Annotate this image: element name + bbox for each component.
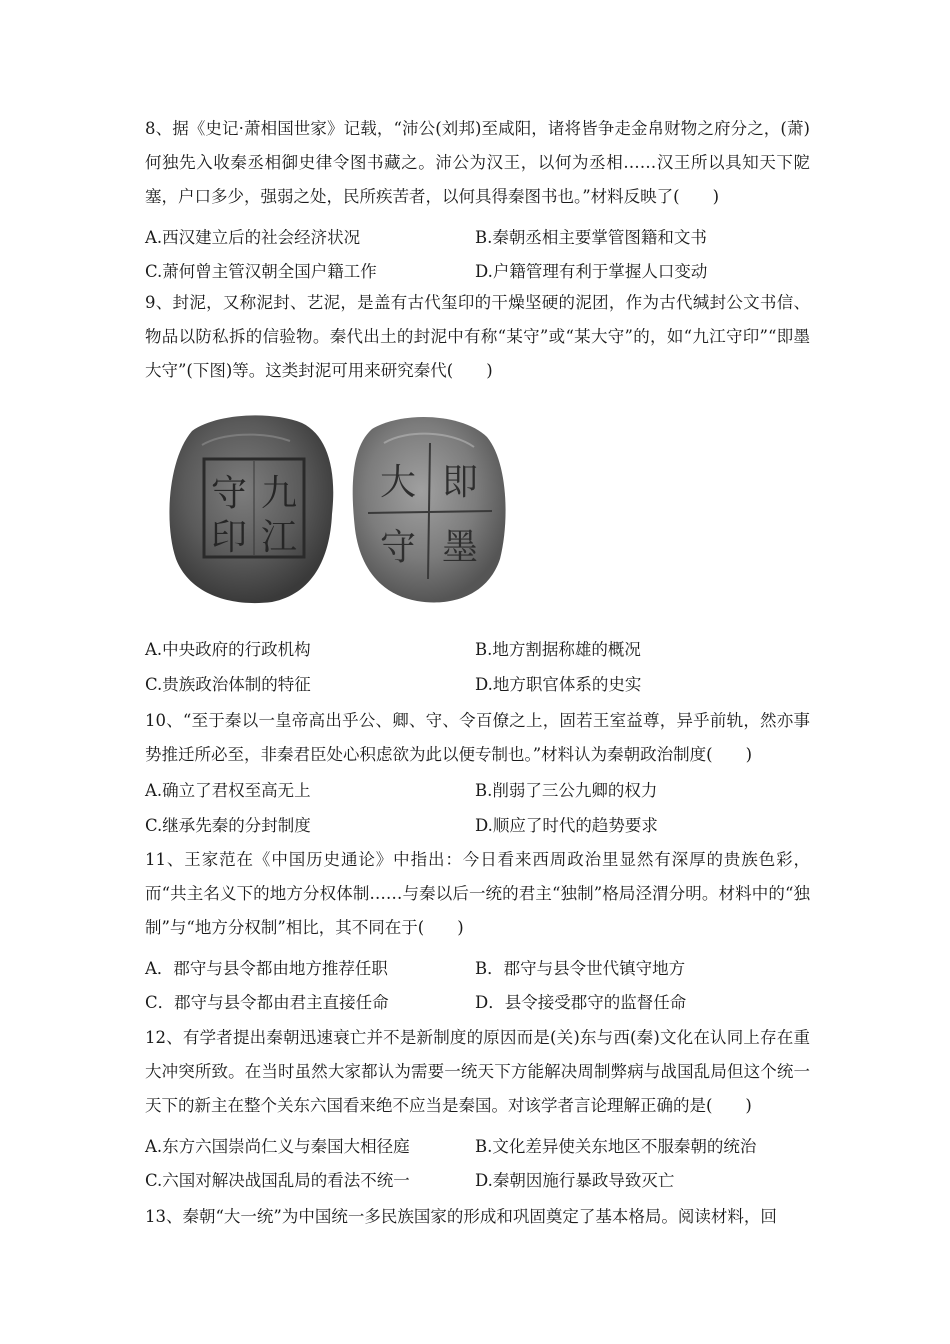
seal-left-char-4: 印	[210, 517, 248, 558]
seal-right-char-3: 大	[379, 462, 417, 503]
question-12-stem: 12、有学者提出秦朝迅速衰亡并不是新制度的原因而是(关)东与西(秦)文化在认同上存在重大冲突所致。在当时虽然大家都认为需要一统天下方能解决周制弊病与战国乱局但这个统一天下的新主在整个关东六国看来绝不应当是秦国。对该学者言论理解正确的是( )	[145, 1028, 810, 1115]
question-12-option-c: C.六国对解决战国乱局的看法不统一	[145, 1171, 410, 1190]
question-9-option-b: B.地方割据称雄的概况	[475, 640, 641, 659]
question-8-option-b: B.秦朝丞相主要掌管图籍和文书	[475, 228, 707, 247]
seal-left-char-3: 守	[210, 473, 248, 514]
question-11-option-a: A．郡守与县令都由地方推荐任职	[145, 959, 388, 978]
question-10-option-b: B.削弱了三公九卿的权力	[475, 781, 658, 800]
seal-left-jiujiang	[169, 415, 333, 603]
question-9-option-c: C.贵族政治体制的特征	[145, 675, 311, 694]
seal-left-char-1: 九	[260, 473, 298, 514]
clay-seal-photo	[162, 409, 512, 609]
question-11-option-b: B．郡守与县令世代镇守地方	[475, 959, 686, 978]
seal-right-jimo	[353, 417, 506, 602]
seal-right-char-4: 守	[379, 527, 417, 568]
question-8-option-d: D.户籍管理有利于掌握人口变动	[475, 262, 708, 281]
question-11-option-d: D．县令接受郡守的监督任命	[475, 993, 687, 1012]
seal-left-char-2: 江	[260, 517, 298, 558]
seal-right-char-2: 墨	[441, 527, 479, 568]
question-11-stem: 11、王家范在《中国历史通论》中指出：今日看来西周政治里显然有深厚的贵族色彩，而“共主名义下的地方分权体制……与秦以后一统的君主“独制”格局泾渭分明。材料中的“独制”与“地方分权制”相比，其不同在于( )	[145, 850, 810, 937]
question-10-stem: 10、“至于秦以一皇帝高出乎公、卿、守、令百僚之上，固若王室益尊，异乎前轨，然亦事势推迁所必至，非秦君臣处心积虑欲为此以便专制也。”材料认为秦朝政治制度( )	[145, 711, 810, 764]
seal-right-char-1: 即	[441, 462, 479, 503]
question-12-option-d: D.秦朝因施行暴政导致灭亡	[475, 1171, 675, 1190]
question-8-option-a: A.西汉建立后的社会经济状况	[145, 228, 361, 247]
question-11-option-c: C．郡守与县令都由君主直接任命	[145, 993, 389, 1012]
question-13-stem: 13、秦朝“大一统”为中国统一多民族国家的形成和巩固奠定了基本格局。阅读材料，回	[145, 1207, 777, 1226]
question-9-option-d: D.地方职官体系的史实	[475, 675, 642, 694]
question-9-option-a: A.中央政府的行政机构	[145, 640, 311, 659]
question-12-option-a: A.东方六国崇尚仁义与秦国大相径庭	[145, 1137, 410, 1156]
question-10-option-c: C.继承先秦的分封制度	[145, 816, 311, 835]
question-8-stem: 8、据《史记·萧相国世家》记载，“沛公(刘邦)至咸阳，诸将皆争走金帛财物之府分之，(萧)何独先入收秦丞相御史律令图书藏之。沛公为汉王，以何为丞相……汉王所以具知天下阸塞，户口多少，强弱之处，民所疾苦者，以何具得秦图书也。”材料反映了( )	[145, 119, 810, 206]
question-8-option-c: C.萧何曾主管汉朝全国户籍工作	[145, 262, 377, 281]
question-10-option-d: D.顺应了时代的趋势要求	[475, 816, 658, 835]
question-9-stem: 9、封泥，又称泥封、艺泥，是盖有古代玺印的干燥坚硬的泥团，作为古代缄封公文书信、物品以防私拆的信验物。秦代出土的封泥中有称“某守”或“某大守”的，如“九江守印”“即墨大守”(下图)等。这类封泥可用来研究秦代( )	[145, 293, 810, 380]
question-12-option-b: B.文化差异使关东地区不服秦朝的统治	[475, 1137, 757, 1156]
question-10-option-a: A.确立了君权至高无上	[145, 781, 311, 800]
